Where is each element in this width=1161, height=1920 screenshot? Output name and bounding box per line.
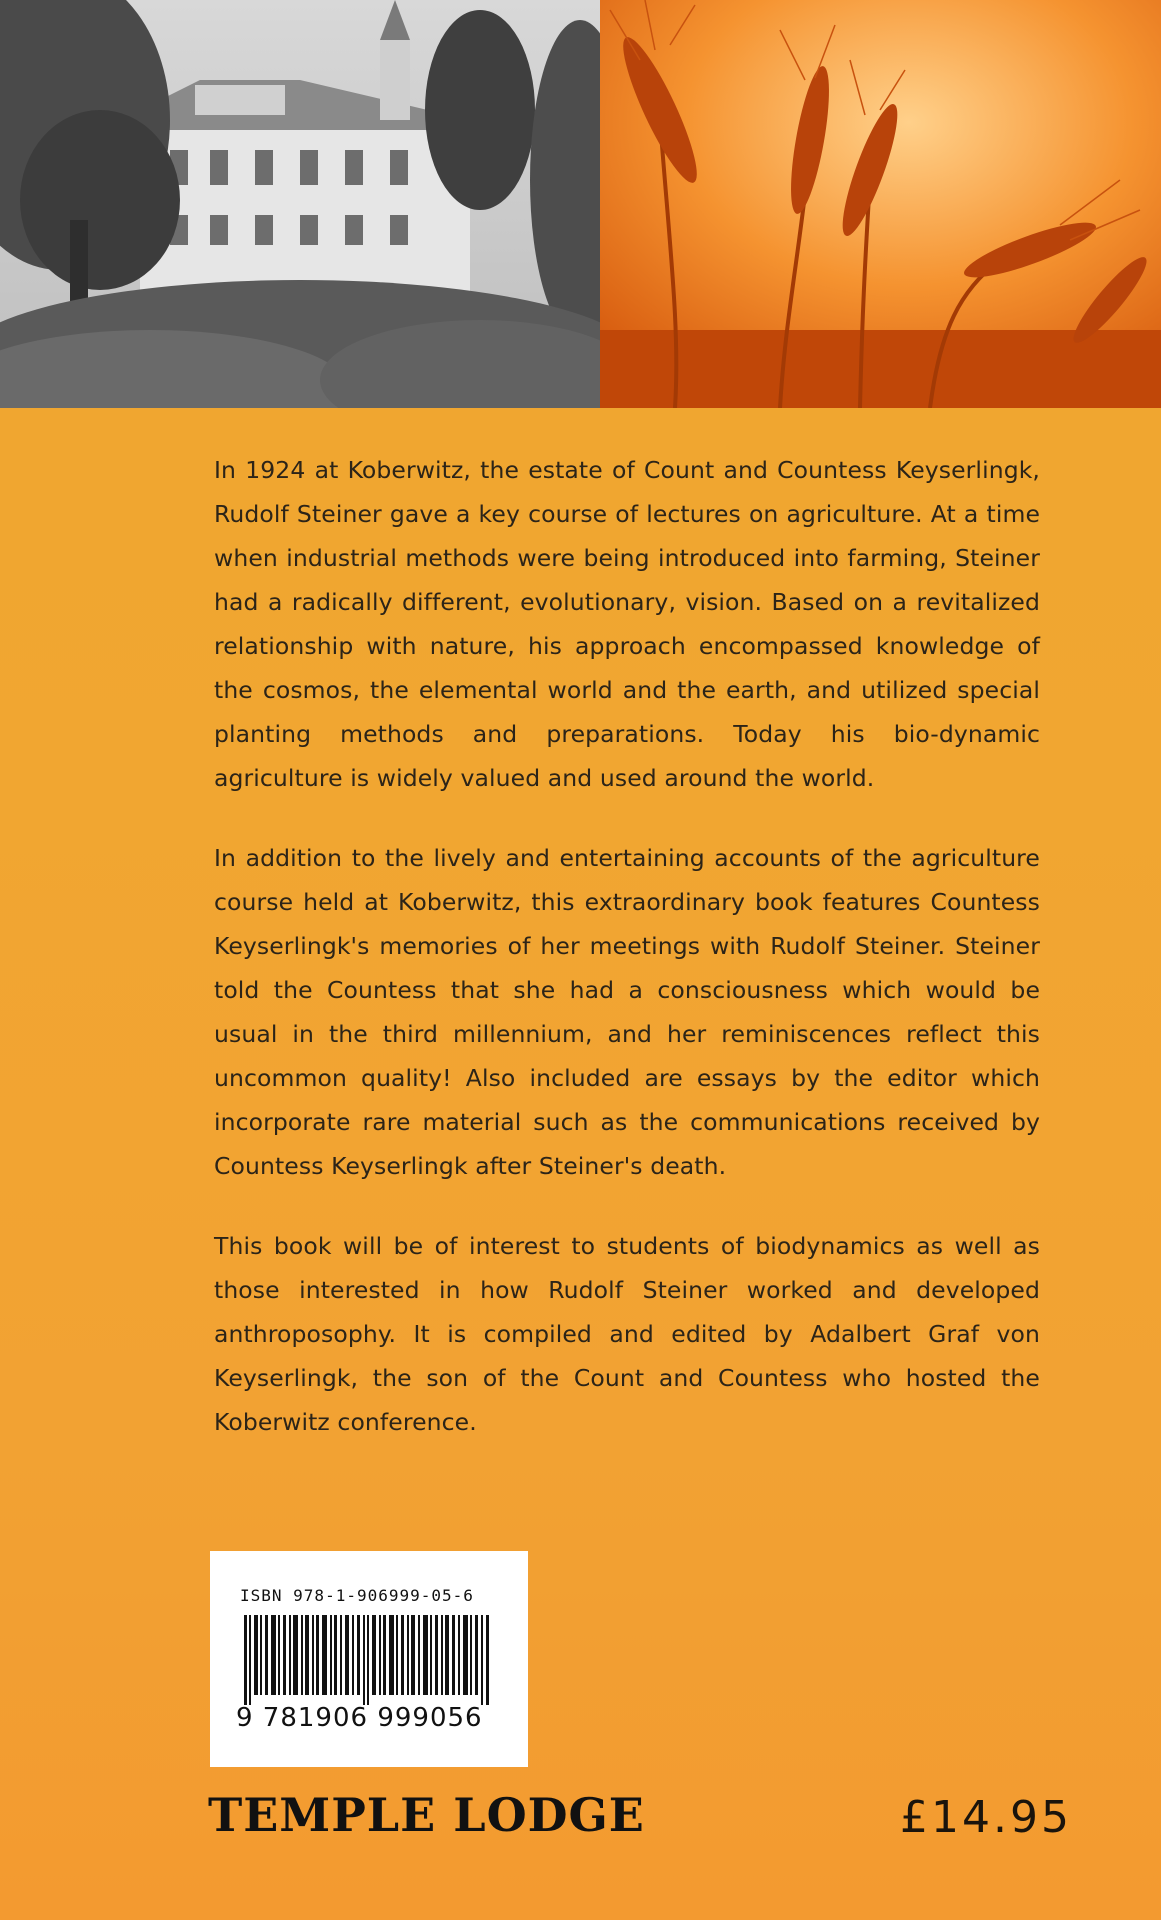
blurb-paragraph: In 1924 at Koberwitz, the estate of Count and Countess Keyserlingk, Rudolf Steiner gave a key course of lectures on agriculture. At a time when industrial methods were being introduced into farming, Steiner had a radically different, evolutionary, vision. Based on a revitalized relationship with nature, his approach encompassed knowledge of the cosmos, the elemental world and the earth, and utilized special planting methods and preparations. Today his bio-dynamic agriculture is widely valued and used around the world. <box>214 456 1040 792</box>
barcode-digits: 9 781906 999056 <box>236 1703 483 1733</box>
barcode-icon <box>238 1615 500 1705</box>
estate-photo-art <box>0 0 600 408</box>
estate-photo <box>0 0 600 408</box>
price: £14.95 <box>900 1792 1072 1843</box>
blurb-text <box>214 448 1040 1480</box>
blurb-paragraph: In addition to the lively and entertaining accounts of the agriculture course held at Koberwitz, this extraordinary book features Countess Keyserlingk's memories of her meetings with Rudolf Steiner. Steiner told the Countess that she had a consciousness which would be usual in the third millennium, and her reminiscences reflect this uncommon quality! Also included are essays by the editor which incorporate rare material such as the communications received by Countess Keyserlingk after Steiner's death. <box>214 844 1040 1180</box>
publisher-name: TEMPLE LODGE <box>208 1788 645 1842</box>
wheat-photo-art <box>600 0 1161 408</box>
blurb-paragraph: This book will be of interest to students of biodynamics as well as those interested in how Rudolf Steiner worked and developed anthroposophy. It is compiled and edited by Adalbert Graf von Keyserlingk, the son of the Count and Countess who hosted the Koberwitz conference. <box>214 1232 1040 1436</box>
barcode-box <box>210 1551 528 1767</box>
isbn-label: ISBN 978-1-906999-05-6 <box>240 1586 474 1605</box>
wheat-photo <box>600 0 1161 408</box>
